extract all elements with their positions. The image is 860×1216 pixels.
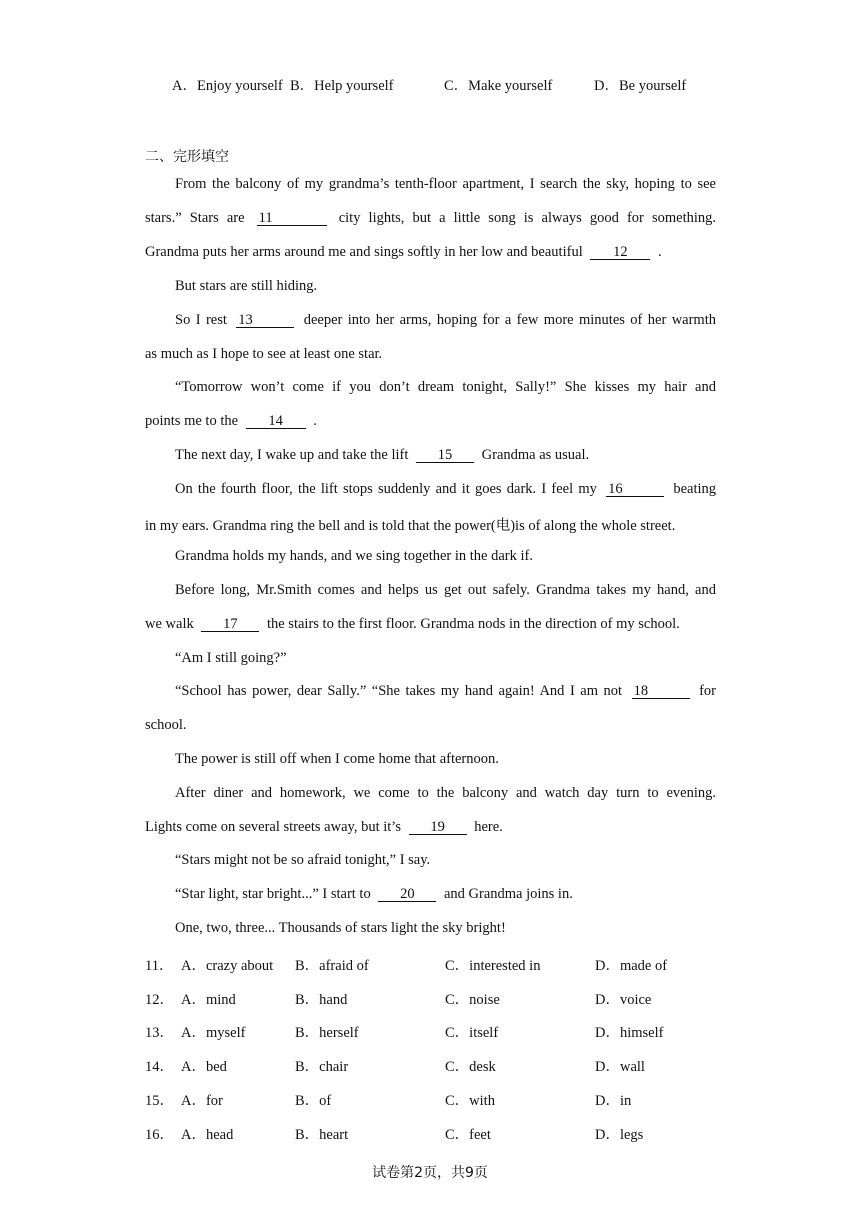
blank-18: 18: [632, 684, 690, 699]
question-number: 15．: [145, 1093, 174, 1109]
passage-line: “Star light, star bright...” I start to 20 and Grandma joins in.: [175, 886, 573, 902]
blank-13: 13: [236, 313, 294, 328]
option-c: C．noise: [445, 992, 500, 1008]
page-footer: 试卷第2页，共9页: [372, 1165, 488, 1181]
question-number: 14．: [145, 1059, 174, 1075]
passage-line: Lights come on several streets away, but it’s 19 here.: [145, 819, 503, 835]
question-number: 13．: [145, 1025, 174, 1041]
option-a: A．mind: [181, 992, 236, 1008]
passage-line: But stars are still hiding.: [175, 278, 318, 294]
question-row: [145, 1123, 745, 1143]
option-d: D．made of: [595, 958, 668, 974]
option-c: C．with: [445, 1093, 495, 1109]
passage-line: “Tomorrow won’t come if you don’t dream tonight, Sally!” She kisses my hair and: [175, 379, 716, 395]
passage-line: points me to the 14 .: [145, 413, 317, 429]
question-number: 12．: [145, 992, 174, 1008]
blank-19: 19: [409, 820, 467, 835]
option-b: B．herself: [295, 1025, 359, 1041]
passage-line: On the fourth floor, the lift stops suddenly and it goes dark. I feel my 16 beating: [175, 481, 717, 497]
blank-12: 12: [590, 245, 650, 260]
option-c: C．itself: [445, 1025, 499, 1041]
passage-line: From the balcony of my grandma’s tenth-floor apartment, I search the sky, hoping to see: [175, 176, 716, 192]
option-c: C．desk: [445, 1059, 496, 1075]
option-a: A．crazy about: [181, 958, 274, 974]
option-b: B．chair: [295, 1059, 349, 1075]
option-a: A．myself: [181, 1025, 246, 1041]
blank-11: 11: [257, 211, 327, 226]
passage-line: Grandma holds my hands, and we sing together in the dark if.: [175, 548, 533, 564]
option-c: C．feet: [445, 1127, 491, 1143]
passage-line: After diner and homework, we come to the balcony and watch day turn to evening.: [175, 785, 716, 801]
option-d: D．voice: [595, 992, 652, 1008]
passage-line: Before long, Mr.Smith comes and helps us get out safely. Grandma takes my hand, and: [175, 582, 716, 598]
option-a: A．Enjoy yourself: [172, 78, 283, 94]
option-d: D．wall: [595, 1059, 645, 1075]
option-c: C．interested in: [445, 958, 541, 974]
passage-line: Grandma puts her arms around me and sings softly in her low and beautiful 12 .: [145, 244, 662, 260]
passage-line: stars.” Stars are 11 city lights, but a little song is always good for something.: [145, 210, 717, 226]
question-row: [145, 1021, 745, 1041]
blank-14: 14: [246, 414, 306, 429]
option-b: B．afraid of: [295, 958, 369, 974]
option-c: C．Make yourself: [444, 78, 553, 94]
question-row: [145, 1055, 745, 1075]
option-a: A．bed: [181, 1059, 227, 1075]
option-d: D．Be yourself: [594, 78, 687, 94]
passage-line: in my ears. Grandma ring the bell and is told that the power(电)is of along the whole street.: [145, 518, 676, 534]
option-b: B．Help yourself: [290, 78, 394, 94]
passage-line: school.: [145, 717, 187, 733]
blank-17: 17: [201, 617, 259, 632]
option-b: B．hand: [295, 992, 348, 1008]
question-row: [145, 1089, 745, 1109]
option-a: A．for: [181, 1093, 223, 1109]
passage-line: So I rest 13 deeper into her arms, hoping for a few more minutes of her warmth: [175, 312, 716, 328]
question-number: 11．: [145, 958, 174, 974]
passage-line: The next day, I wake up and take the lift 15 Grandma as usual.: [175, 447, 590, 463]
passage-line: we walk 17 the stairs to the first floor. Grandma nods in the direction of my school.: [145, 616, 680, 632]
option-b: B．of: [295, 1093, 332, 1109]
option-a: A．head: [181, 1127, 234, 1143]
option-b: B．heart: [295, 1127, 349, 1143]
passage-line: “Am I still going?”: [175, 650, 287, 666]
blank-16: 16: [606, 482, 664, 497]
passage-line: “Stars might not be so afraid tonight,” I say.: [175, 852, 431, 868]
passage-line: as much as I hope to see at least one star.: [145, 346, 383, 362]
question-row: [145, 954, 745, 974]
passage-line: The power is still off when I come home that afternoon.: [175, 751, 499, 767]
option-d: D．legs: [595, 1127, 644, 1143]
question-number: 16．: [145, 1127, 174, 1143]
blank-20: 20: [378, 887, 436, 902]
option-d: D．himself: [595, 1025, 664, 1041]
option-d: D．in: [595, 1093, 632, 1109]
question-row: [145, 988, 745, 1008]
passage-line: “School has power, dear Sally.” “She takes my hand again! And I am not 18 for: [175, 683, 716, 699]
blank-15: 15: [416, 448, 474, 463]
section-title: 二、完形填空: [145, 149, 229, 165]
passage-line: One, two, three... Thousands of stars light the sky bright!: [175, 920, 506, 936]
